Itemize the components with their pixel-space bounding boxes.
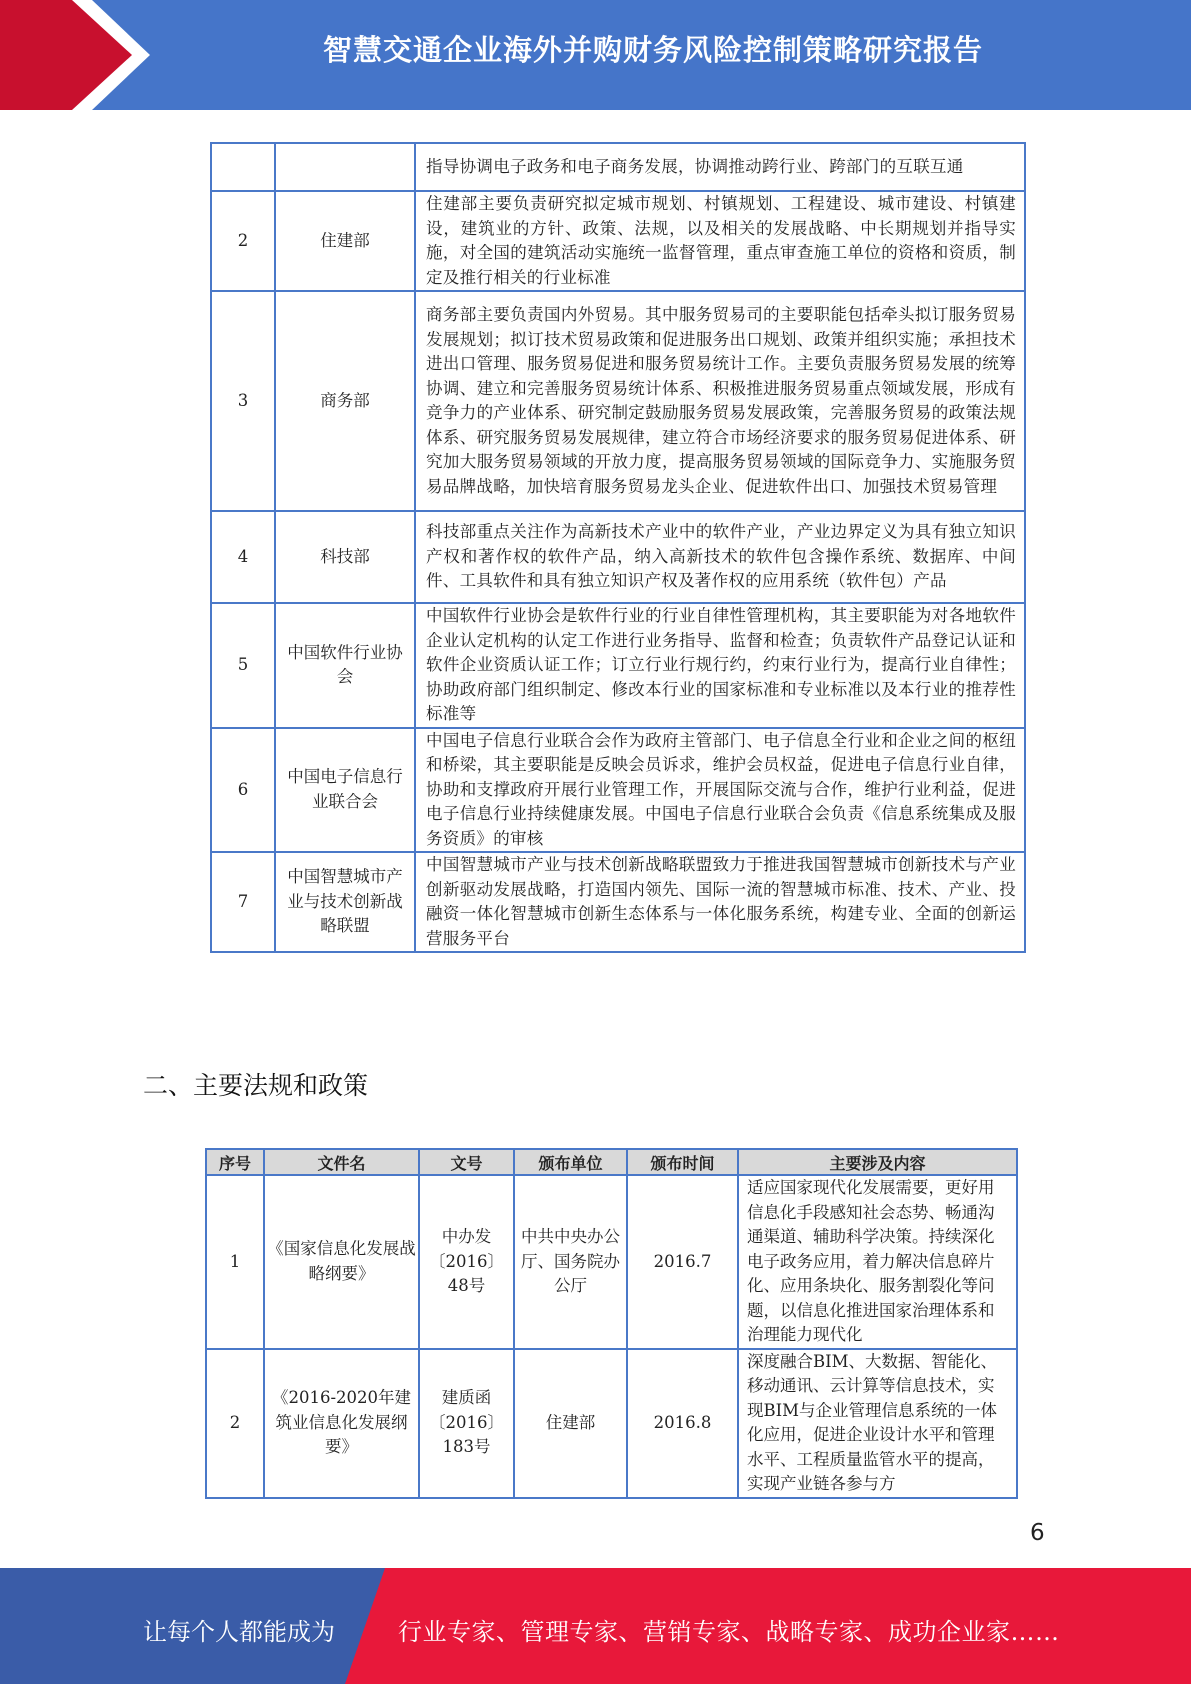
table-row: [211, 291, 1025, 511]
organization-name: 中国智慧城市产业与技术创新战略联盟: [275, 852, 415, 952]
organization-description: 科技部重点关注作为高新技术产业中的软件产业，产业边界定义为具有独立知识产权和著作权的软件产品，纳入高新技术的软件包含操作系统、数据库、中间件、工具软件和具有独立知识产权及著作权的应用系统（软件包）产品: [415, 511, 1025, 603]
row-number: 6: [211, 728, 275, 853]
organization-name: 商务部: [275, 291, 415, 511]
organization-description: 中国电子信息行业联合会作为政府主管部门、电子信息全行业和企业之间的枢纽和桥梁，其主要职能是反映会员诉求，维护会员权益，促进电子信息行业自律，协助和支撑政府开展行业管理工作，开展国际交流与合作，维护行业利益，促进电子信息行业持续健康发展。中国电子信息行业联合会负责《信息系统集成及服务资质》的审核: [415, 728, 1025, 853]
table-row: [211, 603, 1025, 728]
organization-name: 中国软件行业协会: [275, 603, 415, 728]
header-date: 颁布时间: [627, 1149, 738, 1175]
issuing-body: 中共中央办公厅、国务院办公厅: [514, 1175, 627, 1349]
row-number: 2: [211, 191, 275, 291]
table-row: [206, 1349, 1017, 1498]
document-name: 《国家信息化发展战略纲要》: [264, 1175, 419, 1349]
organization-description: 指导协调电子政务和电子商务发展，协调推动跨行业、跨部门的互联互通: [415, 143, 1025, 191]
organization-name: 住建部: [275, 191, 415, 291]
table-row: [211, 143, 1025, 191]
organization-name: 科技部: [275, 511, 415, 603]
organizations-table: [210, 142, 1026, 953]
row-number: [211, 143, 275, 191]
table-row: [211, 728, 1025, 853]
issuing-body: 住建部: [514, 1349, 627, 1498]
table-row: [211, 191, 1025, 291]
organization-description: 中国软件行业协会是软件行业的行业自律性管理机构，其主要职能为对各地软件企业认定机构的认定工作进行业务指导、监督和检查；负责软件产品登记认证和软件企业资质认证工作；订立行业行规行约，约束行业行为，提高行业自律性；协助政府部门组织制定、修改本行业的国家标准和专业标准以及本行业的推荐性标准等: [415, 603, 1025, 728]
organization-name: 中国电子信息行业联合会: [275, 728, 415, 853]
regulations-table: [205, 1148, 1018, 1499]
header-seq: 序号: [206, 1149, 264, 1175]
header-issuer: 颁布单位: [514, 1149, 627, 1175]
main-content: 适应国家现代化发展需要，更好用信息化手段感知社会态势、畅通沟通渠道、辅助科学决策。持续深化电子政务应用，着力解决信息碎片化、应用条块化、服务割裂化等问题，以信息化推进国家治理体系和治理能力现代化: [738, 1175, 1017, 1349]
row-number: 2: [206, 1349, 264, 1498]
organization-description: 商务部主要负责国内外贸易。其中服务贸易司的主要职能包括牵头拟订服务贸易发展规划；拟订技术贸易政策和促进服务出口规划、政策并组织实施；承担技术进出口管理、服务贸易促进和服务贸易统计工作。主要负责服务贸易发展的统筹协调、建立和完善服务贸易统计体系、积极推进服务贸易重点领域发展，形成有竞争力的产业体系、研究制定鼓励服务贸易发展政策，完善服务贸易的政策法规体系、研究服务贸易发展规律，建立符合市场经济要求的服务贸易促进体系、研究加大服务贸易领域的开放力度，提高服务贸易领域的国际竞争力、实施服务贸易品牌战略，加快培育服务贸易龙头企业、促进软件出口、加强技术贸易管理: [415, 291, 1025, 511]
issue-date: 2016.8: [627, 1349, 738, 1498]
document-number: 中办发〔2016〕48号: [419, 1175, 514, 1349]
row-number: 3: [211, 291, 275, 511]
table-header-row: [206, 1149, 1017, 1175]
row-number: 7: [211, 852, 275, 952]
section-heading: 二、主要法规和政策: [143, 1071, 369, 1100]
organization-description: 中国智慧城市产业与技术创新战略联盟致力于推进我国智慧城市创新技术与产业创新驱动发展战略，打造国内领先、国际一流的智慧城市标准、技术、产业、投融资一体化智慧城市创新生态体系与一体化服务系统，构建专业、全面的创新运营服务平台: [415, 852, 1025, 952]
page-footer: [0, 1568, 1191, 1684]
header-chevron-icon: [0, 0, 160, 110]
main-content: 深度融合BIM、大数据、智能化、移动通讯、云计算等信息技术，实现BIM与企业管理信息系统的一体化应用，促进企业设计水平和管理水平、工程质量监管水平的提高，实现产业链各参与方: [738, 1349, 1017, 1498]
table-row: [211, 511, 1025, 603]
row-number: 1: [206, 1175, 264, 1349]
document-name: 《2016-2020年建筑业信息化发展纲要》: [264, 1349, 419, 1498]
organization-description: 住建部主要负责研究拟定城市规划、村镇规划、工程建设、城市建设、村镇建设，建筑业的方针、政策、法规，以及相关的发展战略、中长期规划并指导实施，对全国的建筑活动实施统一监督管理，重点审查施工单位的资格和资质，制定及推行相关的行业标准: [415, 191, 1025, 291]
footer-slogan-left: 让每个人都能成为: [143, 1618, 335, 1646]
issue-date: 2016.7: [627, 1175, 738, 1349]
header-docno: 文号: [419, 1149, 514, 1175]
footer-slogan-right: 行业专家、管理专家、营销专家、战略专家、成功企业家……: [398, 1618, 1060, 1646]
header-title: 智慧交通企业海外并购财务风险控制策略研究报告: [322, 33, 983, 67]
page-header: [0, 0, 1191, 110]
row-number: 5: [211, 603, 275, 728]
header-filename: 文件名: [264, 1149, 419, 1175]
header-content: 主要涉及内容: [738, 1149, 1017, 1175]
organization-name: [275, 143, 415, 191]
table-row: [211, 852, 1025, 952]
table-row: [206, 1175, 1017, 1349]
document-number: 建质函〔2016〕183号: [419, 1349, 514, 1498]
page-number: 6: [1030, 1520, 1045, 1546]
row-number: 4: [211, 511, 275, 603]
